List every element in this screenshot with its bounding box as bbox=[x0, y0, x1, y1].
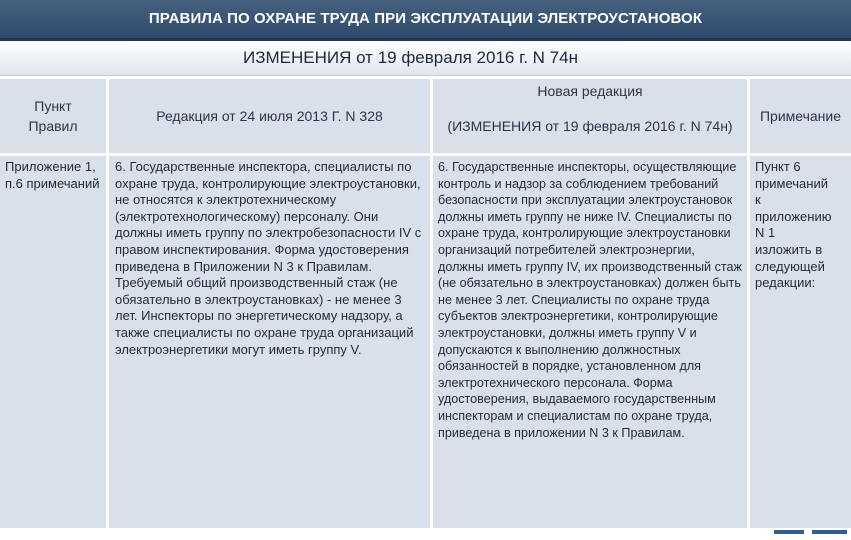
header-point: Пункт Правил bbox=[0, 79, 106, 153]
cell-point: Приложение 1, п.6 примечаний bbox=[0, 156, 106, 528]
corner-accent-left bbox=[774, 530, 804, 534]
cell-note: Пункт 6 примечаний к приложению N 1 изложить в следующей редакции: bbox=[750, 156, 851, 528]
header-new-edition-ref: (ИЗМЕНЕНИЯ от 19 февраля 2016 г. N 74н) bbox=[447, 118, 733, 134]
title-bar bbox=[0, 0, 851, 41]
header-new-edition-title: Новая редакция bbox=[537, 83, 643, 99]
header-note: Примечание bbox=[750, 79, 851, 153]
cell-new-edition: 6. Государственные инспекторы, осуществляющие контроль и надзор за соблюдением требований безопасности при эксплуатации электроустановок должны иметь группу не ниже IV. Специалисты по охране труда, контролирующие электроустановки организаций потребителей электроэнергии, должны иметь группу IV, их производственный стаж (не обязательно в электроустановках) должен быть не менее 3 лет. Специалисты по охране труда субъектов электроэнергетики, контролирующие электроустановки, должны иметь группу V и допускаются к выполнению должностных обязанностей в порядке, установленном для электротехнического персонала. Форма удостоверения, выдаваемого государственным инспекторам и специалистам по охране труда, приведена в приложении N 3 к Правилам. bbox=[433, 156, 747, 528]
corner-accent-right bbox=[812, 530, 847, 534]
header-old-edition: Редакция от 24 июля 2013 Г. N 328 bbox=[109, 79, 430, 153]
cell-old-edition: 6. Государственные инспектора, специалисты по охране труда, контролирующие электроустановки, не относятся к электротехническому (электротехнологическому) персоналу. Они должны иметь группу по электробезопасности IV с правом инспектирования. Форма удостоверения приведена в Приложении N 3 к Правилам. Требуемый общий производственный стаж (не обязательно в электроустановках) - не менее 3 лет. Инспекторы по энергетическому надзору, а также специалисты по охране труда организаций электроэнергетики могут иметь группу V. bbox=[109, 156, 430, 528]
page-title: ПРАВИЛА ПО ОХРАНЕ ТРУДА ПРИ ЭКСПЛУАТАЦИИ ЭЛЕКТРОУСТАНОВОК bbox=[148, 10, 703, 27]
page-subtitle: ИЗМЕНЕНИЯ от 19 февраля 2016 г. N 74н bbox=[243, 48, 578, 67]
header-new-edition bbox=[433, 79, 747, 153]
